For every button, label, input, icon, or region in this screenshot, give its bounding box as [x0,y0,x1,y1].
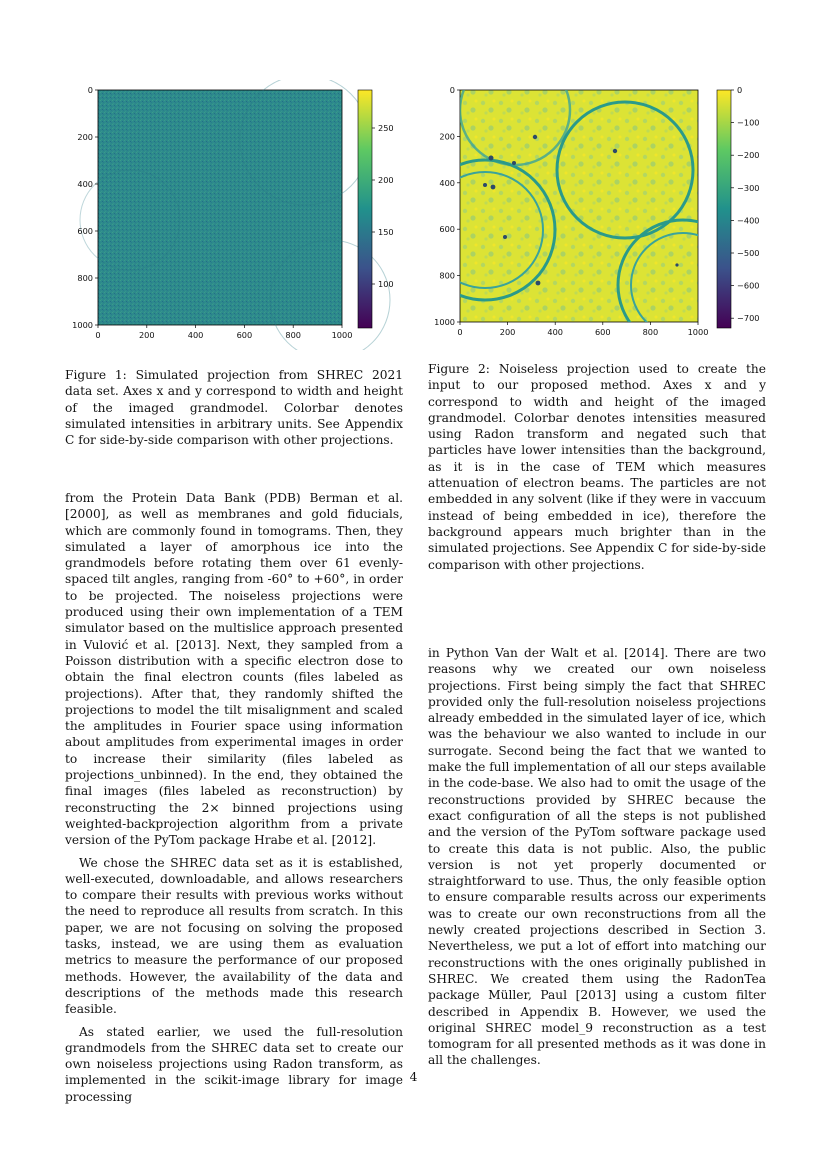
figure-2-colorbar-tick-label: −500 [737,248,760,258]
figure-1-x-tick-label: 1000 [331,330,353,340]
figure-1-image [98,90,342,325]
figure-1-colorbar [358,90,372,328]
figure-1-x-tick-label: 200 [138,330,155,340]
figure-1-y-tick-label: 800 [77,273,93,283]
figure-1-caption: Figure 1: Simulated projection from SHREC 2021 data set. Axes x and y correspond to width and height of the imaged grandmodel. Colorbar denotes simulated intensities in arbitrary units. See Appendix C for side-by-side comparison with other projections. [65,368,403,448]
figure-2-colorbar-tick-label: −100 [737,117,760,128]
figure-2-y-tick-label: 800 [439,270,455,281]
figure-2-y-tick-label: 0 [449,85,455,95]
page-number: 4 [409,1070,418,1084]
figure-2-y-tick-label: 400 [439,177,455,188]
figure-1-x-tick-label: 400 [187,330,204,340]
left-paragraph-2: We chose the SHREC data set as it is established, well-executed, downloadable, and allows researchers to compare their results with previous works without the need to reproduce all results from scratch. In this paper, we are not focusing on solving the proposed tasks, instead, we are using them as evaluation metrics to measure the performance of our proposed methods. However, the availability of the data and descriptions of the methods made this research feasible. [65,855,403,1017]
figure-2-x-tick-label: 800 [642,327,659,337]
figure-1-colorbar-tick-label: 250 [378,123,394,133]
figure-1-y-tick-label: 600 [77,226,93,236]
figure-1-plot [60,80,410,350]
figure-2-caption: Figure 2: Noiseless projection used to create the input to our proposed method. Axes x and y correspond to width and height of the imaged grandmodel. Colorbar denotes intensities measured using Radon transform and negated such that particles have lower intensities than the background, as it is in the case of TEM which measures attenuation of electron beams. The particles are not embedded in any solvent (like if they were in vaccuum instead of being embedded in ice), therefore the background appears much brighter than in the simulated projections. See Appendix C for side-by-side comparison with other projections. [428,362,766,572]
figure-2-colorbar-tick-label: −700 [737,313,760,324]
figure-2-x-tick-label: 400 [547,327,564,337]
figure-2-x-tick-label: 0 [457,327,463,337]
figure-2-plot [425,80,795,350]
figure-1-y-tick-label: 0 [87,85,93,95]
figure-2-y-tick-label: 1000 [434,317,455,327]
figure-2-x-tick-label: 1000 [687,327,709,337]
figure-1-y-tick-label: 200 [77,132,93,142]
figure-1-x-tick-label: 800 [285,330,302,340]
figure-2-colorbar-tick-label: 0 [737,85,743,95]
right-paragraph-1: in Python Van der Walt et al. [2014]. There are two reasons why we created our own noiseless projections. First being simply the fact that SHREC provided only the full-resolution noiseless projections already embedded in the simulated layer of ice, which was the behaviour we also wanted to include in our surrogate. Second being the fact that we wanted to make the full implementation of all our steps available in the code-base. We also had to omit the usage of the reconstructions provided by SHREC because the exact configuration of all the steps is not published and the version of the PyTom software package used to create this data is not public. Also, the public version is not yet properly documented or straightforward to use. Thus, the only feasible option to ensure comparable results across our experiments was to create our own reconstructions from all the newly created projections described in Section 3. Nevertheless, we put a lot of effort into matching our reconstructions with the ones originally published in SHREC. We created them using the RadonTea package Müller, Paul [2013] using a custom filter described in Appendix B. However, we used the original SHREC model_9 reconstruction as a test tomogram for all presented methods as it was done in all the challenges. [428,646,766,1068]
figure-1-colorbar-tick-label: 200 [378,175,394,185]
figure-1-colorbar-tick-label: 100 [378,279,394,289]
figure-1-y-tick-label: 400 [77,179,93,189]
figure-2-colorbar-tick-label: −200 [737,150,760,161]
right-column [428,645,766,1075]
figure-2-colorbar [717,90,731,328]
figure-2-colorbar-tick-label: −300 [737,182,760,193]
left-paragraph-1: from the Protein Data Bank (PDB) Berman et al. [2000], as well as membranes and gold fiducials, which are commonly found in tomograms. Then, they simulated a layer of amorphous ice into the grandmodels before rotating them over 61 evenly-spaced tilt angles, ranging from -60° to +60°, in order to be projected. The noiseless projections were produced using their own implementation of a TEM simulator based on the multislice approach presented in Vulović et al. [2013]. Next, they sampled from a Poisson distribution with a specific electron dose to obtain the final electron counts (files labeled as projections). After that, they randomly shifted the projections to model the tilt misalignment and scaled the amplitudes in Fourier space using information about amplitudes from experimental images in order to increase their similarity (files labeled as projections_unbinned). In the end, they obtained the final images (files labeled as reconstruction) by reconstructing the 2× binned projections using weighted-backprojection algorithm from a private version of the PyTom package Hrabe et al. [2012]. [65,491,403,848]
figure-2-colorbar-tick-label: −600 [737,280,760,291]
left-paragraph-3: As stated earlier, we used the full-resolution grandmodels from the SHREC data set to create our own noiseless projections using Radon transform, as implemented in the scikit-image library for image processing [65,1024,403,1104]
figure-2-y-tick-label: 200 [439,131,455,142]
left-column [65,490,403,1111]
figure-2-colorbar-tick-label: −400 [737,215,760,226]
figure-1-x-tick-label: 0 [95,330,101,340]
figure-2-x-tick-label: 200 [499,327,516,337]
figure-1-y-tick-label: 1000 [72,320,93,330]
figure-1-x-tick-label: 600 [236,330,253,340]
figure-2-y-tick-label: 600 [439,224,455,235]
figure-1-colorbar-tick-label: 150 [378,227,394,237]
figure-2-x-tick-label: 600 [594,327,611,337]
